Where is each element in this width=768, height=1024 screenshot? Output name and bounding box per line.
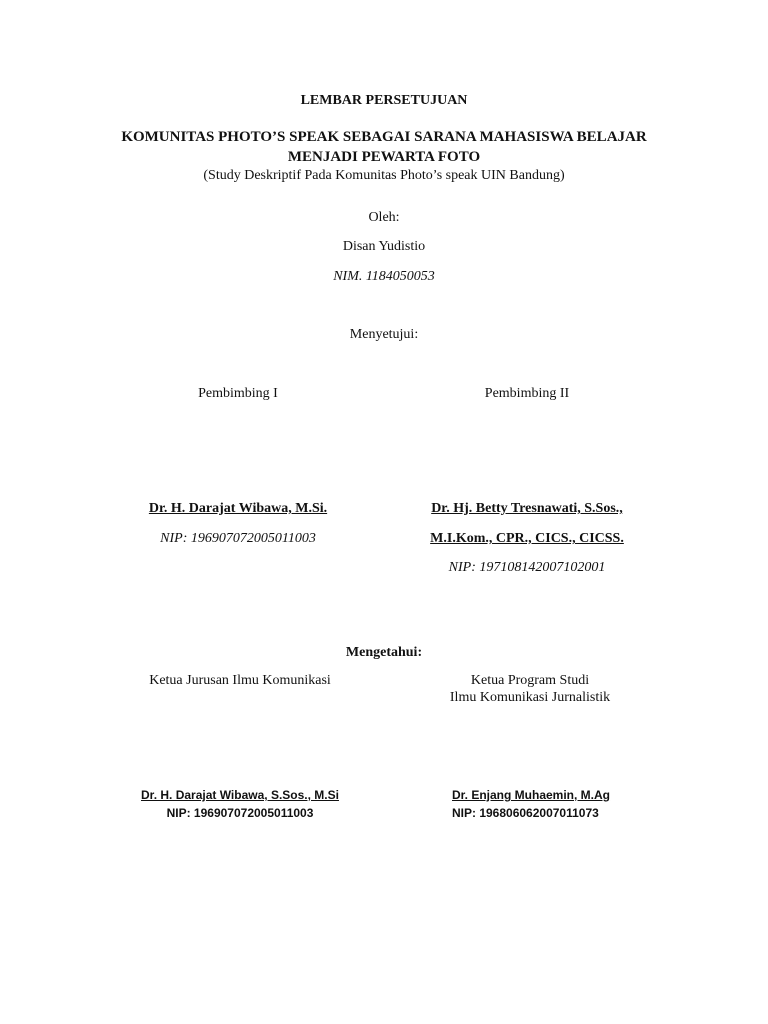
acknowledge-label: Mengetahui: <box>345 645 423 660</box>
advisor-1-name: Dr. H. Darajat Wibawa, M.Si. <box>148 501 328 516</box>
document-heading: LEMBAR PERSETUJUAN <box>300 93 468 108</box>
by-label: Oleh: <box>368 210 400 225</box>
advisor-1-nip: NIP: 196907072005011003 <box>160 531 316 546</box>
author-name: Disan Yudistio <box>342 239 426 254</box>
head-of-program-nip: NIP: 196806062007011073 <box>452 806 599 820</box>
head-of-department-nip: NIP: 196907072005011003 <box>166 806 314 820</box>
head-of-program-name: Dr. Enjang Muhaemin, M.Ag <box>452 788 611 802</box>
advisor-2-name-line2: M.I.Kom., CPR., CICS., CICSS. <box>430 531 624 546</box>
head-of-program-role-line2: Ilmu Komunikasi Jurnalistik <box>449 690 611 705</box>
head-of-program-role-line1: Ketua Program Studi <box>470 673 590 688</box>
head-of-department-role: Ketua Jurusan Ilmu Komunikasi <box>149 673 331 688</box>
advisor-2-nip: NIP: 197108142007102001 <box>448 560 606 575</box>
document-subtitle: (Study Deskriptif Pada Komunitas Photo’s speak UIN Bandung) <box>203 168 565 183</box>
advisor-1-role: Pembimbing I <box>198 386 278 401</box>
head-of-department-name: Dr. H. Darajat Wibawa, S.Sos., M.Si <box>141 788 339 802</box>
advisor-2-role: Pembimbing II <box>484 386 570 401</box>
document-title-line1: KOMUNITAS PHOTO’S SPEAK SEBAGAI SARANA MAHASISWA BELAJAR <box>121 129 647 145</box>
advisor-2-name-line1: Dr. Hj. Betty Tresnawati, S.Sos., <box>431 501 623 516</box>
approved-label: Menyetujui: <box>349 327 419 342</box>
document-title-line2: MENJADI PEWARTA FOTO <box>287 149 481 165</box>
author-nim: NIM. 1184050053 <box>333 269 435 284</box>
